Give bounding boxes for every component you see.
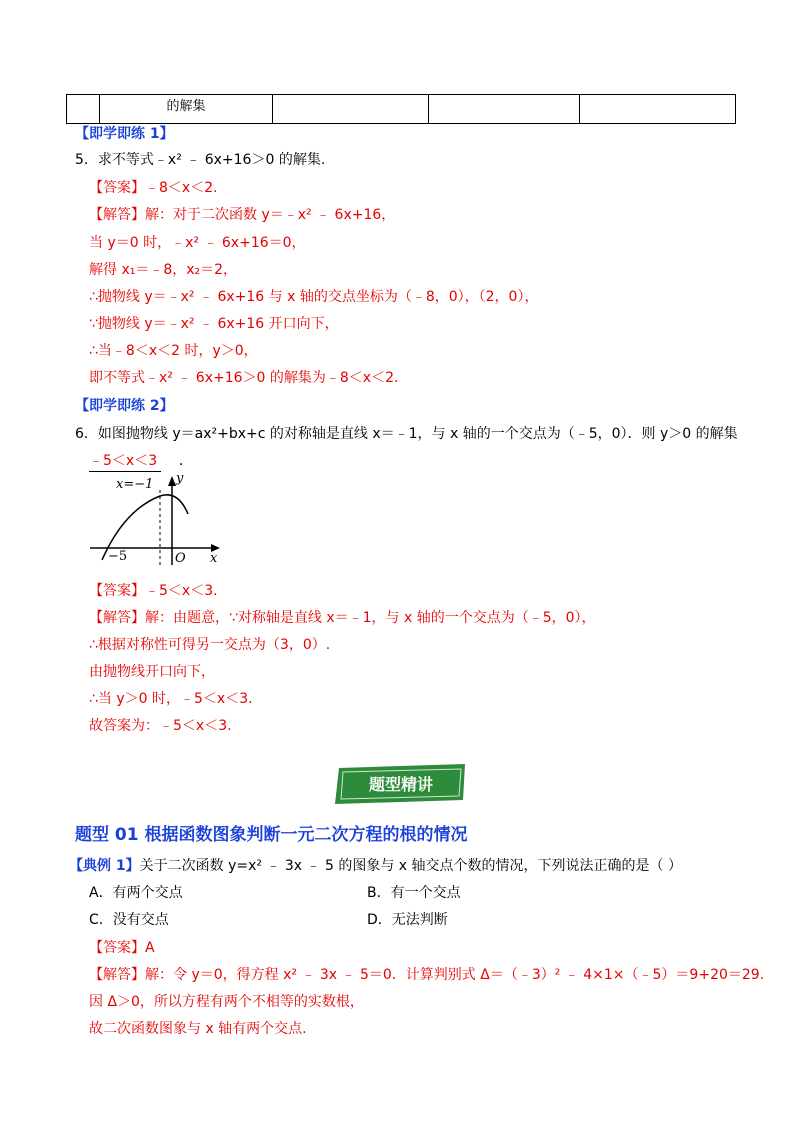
top-table <box>66 94 736 124</box>
solution-line: ∴当 y＞0 时，﹣5＜x＜3. <box>89 691 253 707</box>
solution-line: 故二次函数图象与 x 轴有两个交点. <box>89 1021 307 1037</box>
option-a: A．有两个交点 <box>89 885 183 901</box>
tick-label: −5 <box>108 549 128 564</box>
solution-line: 【解答】解：由题意，∵对称轴是直线 x＝﹣1，与 x 轴的一个交点为（﹣5，0）， <box>89 610 596 626</box>
solution-line: 故答案为：﹣5＜x＜3. <box>89 718 232 734</box>
blank-end: ． <box>179 453 193 469</box>
table-cell <box>580 95 736 124</box>
option-c: C．没有交点 <box>89 912 169 928</box>
origin-label: O <box>175 551 186 566</box>
section-badge <box>331 764 471 804</box>
question-5 <box>75 150 325 170</box>
answer-6: 【答案】﹣5＜x＜3. <box>89 583 218 599</box>
solution-line: 解得 x₁＝﹣8，x₂＝2， <box>89 262 238 278</box>
example-question <box>69 856 682 876</box>
table-cell <box>67 95 100 124</box>
y-axis-arrow <box>168 476 176 486</box>
solution-line: 因 Δ＞0，所以方程有两个不相等的实数根， <box>89 994 364 1010</box>
option-d: D．无法判断 <box>367 912 448 928</box>
example-tag: 【典例 1】 <box>69 858 140 874</box>
symmetry-label: x=−1 <box>116 477 154 492</box>
question-number: 6． <box>75 426 98 442</box>
solution-line: ∴当﹣8＜x＜2 时，y＞0， <box>89 343 258 359</box>
solution-line: 当 y＝0 时，﹣x² ﹣ 6x+16＝0， <box>89 235 306 251</box>
solution-line: ∵抛物线 y＝﹣x² ﹣ 6x+16 开口向下， <box>89 316 339 332</box>
example-answer: 【答案】A <box>89 940 155 956</box>
table-cell <box>429 95 580 124</box>
option-b: B．有一个交点 <box>367 885 461 901</box>
question-text: 如图抛物线 y＝ax²+bx+c 的对称轴是直线 x＝﹣1，与 x 轴的一个交点为（﹣5，0）．则 y＞0 的解集 <box>97 426 738 442</box>
question-number: 5． <box>75 152 98 168</box>
example-text: 关于二次函数 y=x² ﹣ 3x ﹣ 5 的图象与 x 轴交点个数的情况，下列说法正确的是（ ） <box>139 858 682 874</box>
solution-line: 【解答】解：令 y＝0，得方程 x² ﹣ 3x ﹣ 5＝0．计算判别式 Δ＝（﹣3）² ﹣ 4×1×（﹣5）＝9+20＝29. <box>89 967 765 983</box>
blank-line <box>89 451 193 472</box>
solution-line: 【解答】解：对于二次函数 y＝﹣x² ﹣ 6x+16， <box>89 207 396 223</box>
parabola-graph <box>90 470 230 570</box>
question-6 <box>75 424 738 444</box>
solution-line: ∴抛物线 y＝﹣x² ﹣ 6x+16 与 x 轴的交点坐标为（﹣8，0），（2，0）， <box>89 289 539 305</box>
table-cell: 的解集 <box>100 95 273 124</box>
question-text: 求不等式﹣x² ﹣ 6x+16＞0 的解集. <box>97 152 326 168</box>
blank-answer: ﹣5＜x＜3 <box>89 451 161 472</box>
x-label: x <box>210 551 218 566</box>
section2-title: 【即学即练 2】 <box>75 398 174 414</box>
solution-line: 即不等式﹣x² ﹣ 6x+16＞0 的解集为﹣8＜x＜2. <box>89 370 399 386</box>
solution-line: 由抛物线开口向下， <box>89 664 215 680</box>
section1-title: 【即学即练 1】 <box>75 126 174 142</box>
answer-5: 【答案】﹣8＜x＜2. <box>89 180 218 196</box>
badge-label: 题型精讲 <box>368 775 434 794</box>
table-cell <box>273 95 429 124</box>
solution-line: ∴根据对称性可得另一交点为（3，0）. <box>89 637 331 653</box>
y-label: y <box>176 471 184 486</box>
topic-heading: 题型 01 根据函数图象判断一元二次方程的根的情况 <box>75 825 468 845</box>
